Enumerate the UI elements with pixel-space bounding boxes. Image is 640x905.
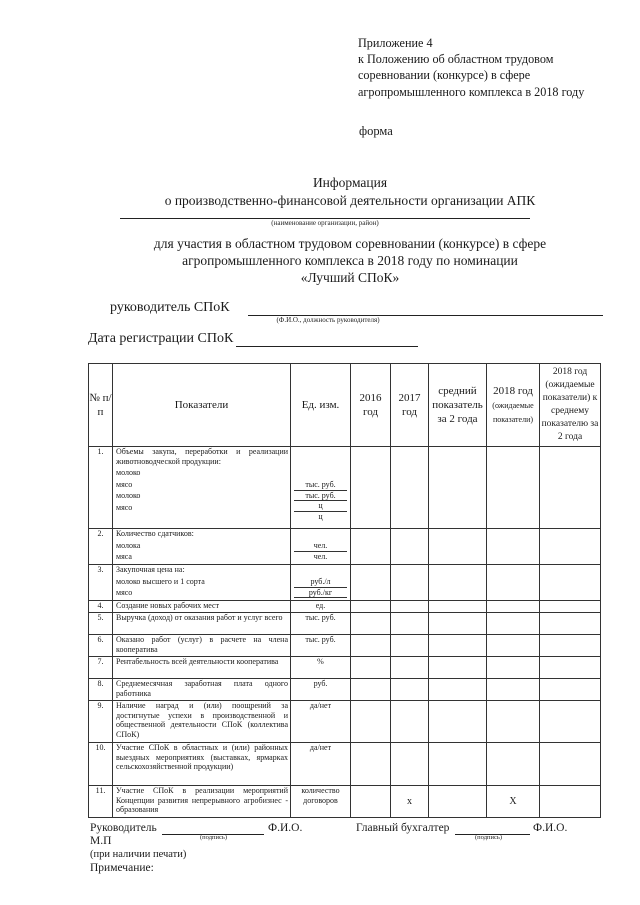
head-signature-caption: (подпись) bbox=[200, 834, 227, 841]
appendix-line: соревновании (конкурсе) в сфере bbox=[358, 68, 531, 83]
cell-2018[interactable] bbox=[487, 601, 540, 613]
cell-2018-vs-average[interactable] bbox=[540, 601, 601, 613]
row-number: 1. bbox=[89, 447, 113, 529]
head-caption: (Ф.И.О., должность руководителя) bbox=[276, 316, 380, 324]
row-sub-item: мясо bbox=[116, 588, 133, 597]
cell-2017[interactable] bbox=[391, 613, 429, 635]
row-number: 11. bbox=[89, 786, 113, 818]
row-label-text: Закупочная цена на: bbox=[116, 565, 185, 574]
row-number: 10. bbox=[89, 743, 113, 786]
cell-average[interactable] bbox=[429, 635, 487, 657]
row-sub-item: мясо bbox=[116, 479, 133, 489]
row-label: Рентабельность всей деятельности кооператива bbox=[113, 657, 291, 679]
table-row bbox=[89, 565, 601, 601]
cell-2016[interactable] bbox=[351, 743, 391, 786]
table-row bbox=[89, 447, 601, 529]
header-2016: 2016 год bbox=[351, 364, 391, 447]
registration-label: Дата регистрации СПоК bbox=[88, 331, 234, 346]
cell-average[interactable] bbox=[429, 529, 487, 565]
cell-2018[interactable] bbox=[487, 529, 540, 565]
appendix-line: агропромышленного комплекса в 2018 году bbox=[358, 84, 585, 99]
unit-item: чел. bbox=[313, 551, 328, 561]
table-row bbox=[89, 657, 601, 679]
header-2017: 2017 год bbox=[391, 364, 429, 447]
header-2018 bbox=[487, 364, 540, 447]
cell-2017[interactable] bbox=[391, 447, 429, 529]
header-2018-note: (ожидаемые показатели) bbox=[492, 401, 534, 424]
cell-2018-vs-average[interactable] bbox=[540, 613, 601, 635]
header-unit: Ед. изм. bbox=[291, 364, 351, 447]
table-row bbox=[89, 601, 601, 613]
row-unit: количество договоров bbox=[291, 786, 351, 818]
row-number: 2. bbox=[89, 529, 113, 565]
header-average: средний показатель за 2 года bbox=[429, 364, 487, 447]
head-signature-label: Руководитель bbox=[90, 822, 157, 834]
appendix-line: Приложение 4 bbox=[358, 36, 433, 50]
document-subtitle: о производственно-финансовой деятельности организации АПК bbox=[164, 193, 536, 208]
table-header-row bbox=[89, 364, 601, 447]
header-cmp-part1: 2018 год (ожидаемые показатели) к bbox=[542, 367, 598, 403]
note-label: Примечание: bbox=[90, 862, 154, 874]
row-unit: % bbox=[291, 657, 351, 679]
cell-2016[interactable] bbox=[351, 786, 391, 818]
table-row bbox=[89, 743, 601, 786]
row-sub-item: мяса bbox=[116, 552, 132, 561]
row-number: 5. bbox=[89, 613, 113, 635]
cell-2018-vs-average[interactable] bbox=[540, 635, 601, 657]
row-label-text: Количество сдатчиков: bbox=[116, 529, 194, 538]
cell-2018-mark: Х bbox=[487, 786, 540, 818]
row-sub-item: молоко высшего и 1 сорта bbox=[116, 576, 205, 586]
cell-2017[interactable] bbox=[391, 565, 429, 601]
cell-2018-vs-average[interactable] bbox=[540, 701, 601, 743]
row-label bbox=[113, 447, 291, 529]
row-unit bbox=[291, 565, 351, 601]
row-sub-item: мясо bbox=[116, 502, 133, 512]
cell-2018-vs-average[interactable] bbox=[540, 679, 601, 701]
cell-2018[interactable] bbox=[487, 679, 540, 701]
header-num: № п/п bbox=[89, 364, 113, 447]
row-unit: тыс. руб. bbox=[291, 635, 351, 657]
cell-2016[interactable] bbox=[351, 565, 391, 601]
cell-2016[interactable] bbox=[351, 657, 391, 679]
cell-2017[interactable] bbox=[391, 635, 429, 657]
table-row bbox=[89, 635, 601, 657]
row-unit: да/нет bbox=[291, 743, 351, 786]
table-row bbox=[89, 613, 601, 635]
cell-2016[interactable] bbox=[351, 679, 391, 701]
accountant-label: Главный бухгалтер bbox=[356, 822, 450, 834]
stamp-note: (при наличии печати) bbox=[90, 849, 187, 860]
row-label-text: Объемы закупа, переработки и реализации животноводческой продукции: bbox=[116, 447, 288, 466]
cell-2016[interactable] bbox=[351, 613, 391, 635]
row-number: 6. bbox=[89, 635, 113, 657]
row-unit: руб. bbox=[291, 679, 351, 701]
unit-item: тыс. руб. bbox=[294, 480, 347, 491]
row-number: 9. bbox=[89, 701, 113, 743]
cell-average[interactable] bbox=[429, 447, 487, 529]
row-label: Участие СПоК в реализации мероприятий Концепции развития непрерывного агробизнес - образования bbox=[113, 786, 291, 818]
appendix-header bbox=[358, 35, 628, 100]
table-row bbox=[89, 786, 601, 818]
document-title: Информация bbox=[312, 175, 388, 190]
row-unit: ед. bbox=[291, 601, 351, 613]
cell-2018[interactable] bbox=[487, 447, 540, 529]
cell-2016[interactable] bbox=[351, 701, 391, 743]
row-number: 3. bbox=[89, 565, 113, 601]
table-row bbox=[89, 679, 601, 701]
cell-2018-vs-average[interactable] bbox=[540, 743, 601, 786]
nomination-name: «Лучший СПоК» bbox=[300, 270, 400, 285]
cell-average[interactable] bbox=[429, 613, 487, 635]
row-unit bbox=[291, 529, 351, 565]
row-label: Участие СПоК в областных и (или) районных выездных мероприятиях (выставках, ярмарках сельскохозяйственной продукции) bbox=[113, 743, 291, 786]
row-label: Среднемесячная заработная плата одного работника bbox=[113, 679, 291, 701]
row-label bbox=[113, 565, 291, 601]
row-label bbox=[113, 529, 291, 565]
unit-item: ц bbox=[318, 511, 323, 521]
cell-average[interactable] bbox=[429, 601, 487, 613]
cell-2017[interactable] bbox=[391, 529, 429, 565]
row-unit: да/нет bbox=[291, 701, 351, 743]
cell-2017[interactable] bbox=[391, 657, 429, 679]
row-label: Оказано работ (услуг) в расчете на члена кооператива bbox=[113, 635, 291, 657]
organization-caption: (наименование организации, район) bbox=[271, 219, 379, 227]
unit-item: руб./кг bbox=[294, 588, 347, 599]
cell-2018-vs-average[interactable] bbox=[540, 657, 601, 679]
cell-2017[interactable] bbox=[391, 701, 429, 743]
registration-line[interactable] bbox=[236, 346, 418, 347]
cell-average[interactable] bbox=[429, 701, 487, 743]
cell-2018-vs-average[interactable] bbox=[540, 786, 601, 818]
title-line-4: агропромышленного комплекса в 2018 году по номинации bbox=[182, 253, 518, 268]
row-label: Наличие наград и (или) поощрений за достигнутые успехи в производственной и общественной деятельности СПоК (коллектива СПоК) bbox=[113, 701, 291, 743]
appendix-line: к Положению об областном трудовом bbox=[358, 52, 554, 67]
cell-2018-vs-average[interactable] bbox=[540, 529, 601, 565]
cell-2018[interactable] bbox=[487, 613, 540, 635]
unit-item: ц bbox=[294, 501, 347, 512]
cell-2016[interactable] bbox=[351, 447, 391, 529]
row-label: Создание новых рабочих мест bbox=[113, 601, 291, 613]
cell-2017-mark: х bbox=[391, 786, 429, 818]
head-label: руководитель СПоК bbox=[110, 300, 230, 315]
unit-item: руб./л bbox=[294, 577, 347, 588]
cell-average[interactable] bbox=[429, 743, 487, 786]
row-number: 7. bbox=[89, 657, 113, 679]
row-sub-item: молоко bbox=[116, 491, 141, 500]
cell-2016[interactable] bbox=[351, 635, 391, 657]
cell-average[interactable] bbox=[429, 679, 487, 701]
cell-2017[interactable] bbox=[391, 743, 429, 786]
header-2018-year: 2018 год bbox=[493, 385, 533, 397]
cell-2016[interactable] bbox=[351, 601, 391, 613]
accountant-fio: Ф.И.О. bbox=[533, 822, 568, 834]
table-row bbox=[89, 529, 601, 565]
cell-average[interactable] bbox=[429, 786, 487, 818]
cell-2017[interactable] bbox=[391, 679, 429, 701]
header-cmp-part2: среднему показателю за 2 года bbox=[541, 406, 599, 442]
row-unit bbox=[291, 447, 351, 529]
cell-2018[interactable] bbox=[487, 635, 540, 657]
row-sub-item: молока bbox=[116, 540, 141, 550]
indicators-table bbox=[88, 363, 601, 818]
cell-2018[interactable] bbox=[487, 565, 540, 601]
stamp-label: М.П bbox=[90, 835, 112, 847]
row-sub-item: молоко bbox=[116, 468, 141, 477]
cell-2018[interactable] bbox=[487, 657, 540, 679]
cell-average[interactable] bbox=[429, 657, 487, 679]
table-row bbox=[89, 701, 601, 743]
cell-2018-vs-average[interactable] bbox=[540, 447, 601, 529]
header-indicators: Показатели bbox=[113, 364, 291, 447]
unit-item: тыс. руб. bbox=[294, 491, 347, 502]
form-label: форма bbox=[359, 124, 393, 138]
row-label: Выручка (доход) от оказания работ и услуг всего bbox=[113, 613, 291, 635]
row-number: 4. bbox=[89, 601, 113, 613]
row-number: 8. bbox=[89, 679, 113, 701]
title-line-3: для участия в областном трудовом соревновании (конкурсе) в сфере bbox=[153, 236, 547, 251]
cell-2018[interactable] bbox=[487, 743, 540, 786]
cell-2017[interactable] bbox=[391, 601, 429, 613]
head-fio: Ф.И.О. bbox=[268, 822, 303, 834]
cell-2018-vs-average[interactable] bbox=[540, 565, 601, 601]
header-2018-vs-average bbox=[540, 364, 601, 447]
unit-item: чел. bbox=[294, 541, 347, 552]
row-unit: тыс. руб. bbox=[291, 613, 351, 635]
accountant-signature-caption: (подпись) bbox=[475, 834, 502, 841]
cell-2016[interactable] bbox=[351, 529, 391, 565]
cell-2018[interactable] bbox=[487, 701, 540, 743]
cell-average[interactable] bbox=[429, 565, 487, 601]
